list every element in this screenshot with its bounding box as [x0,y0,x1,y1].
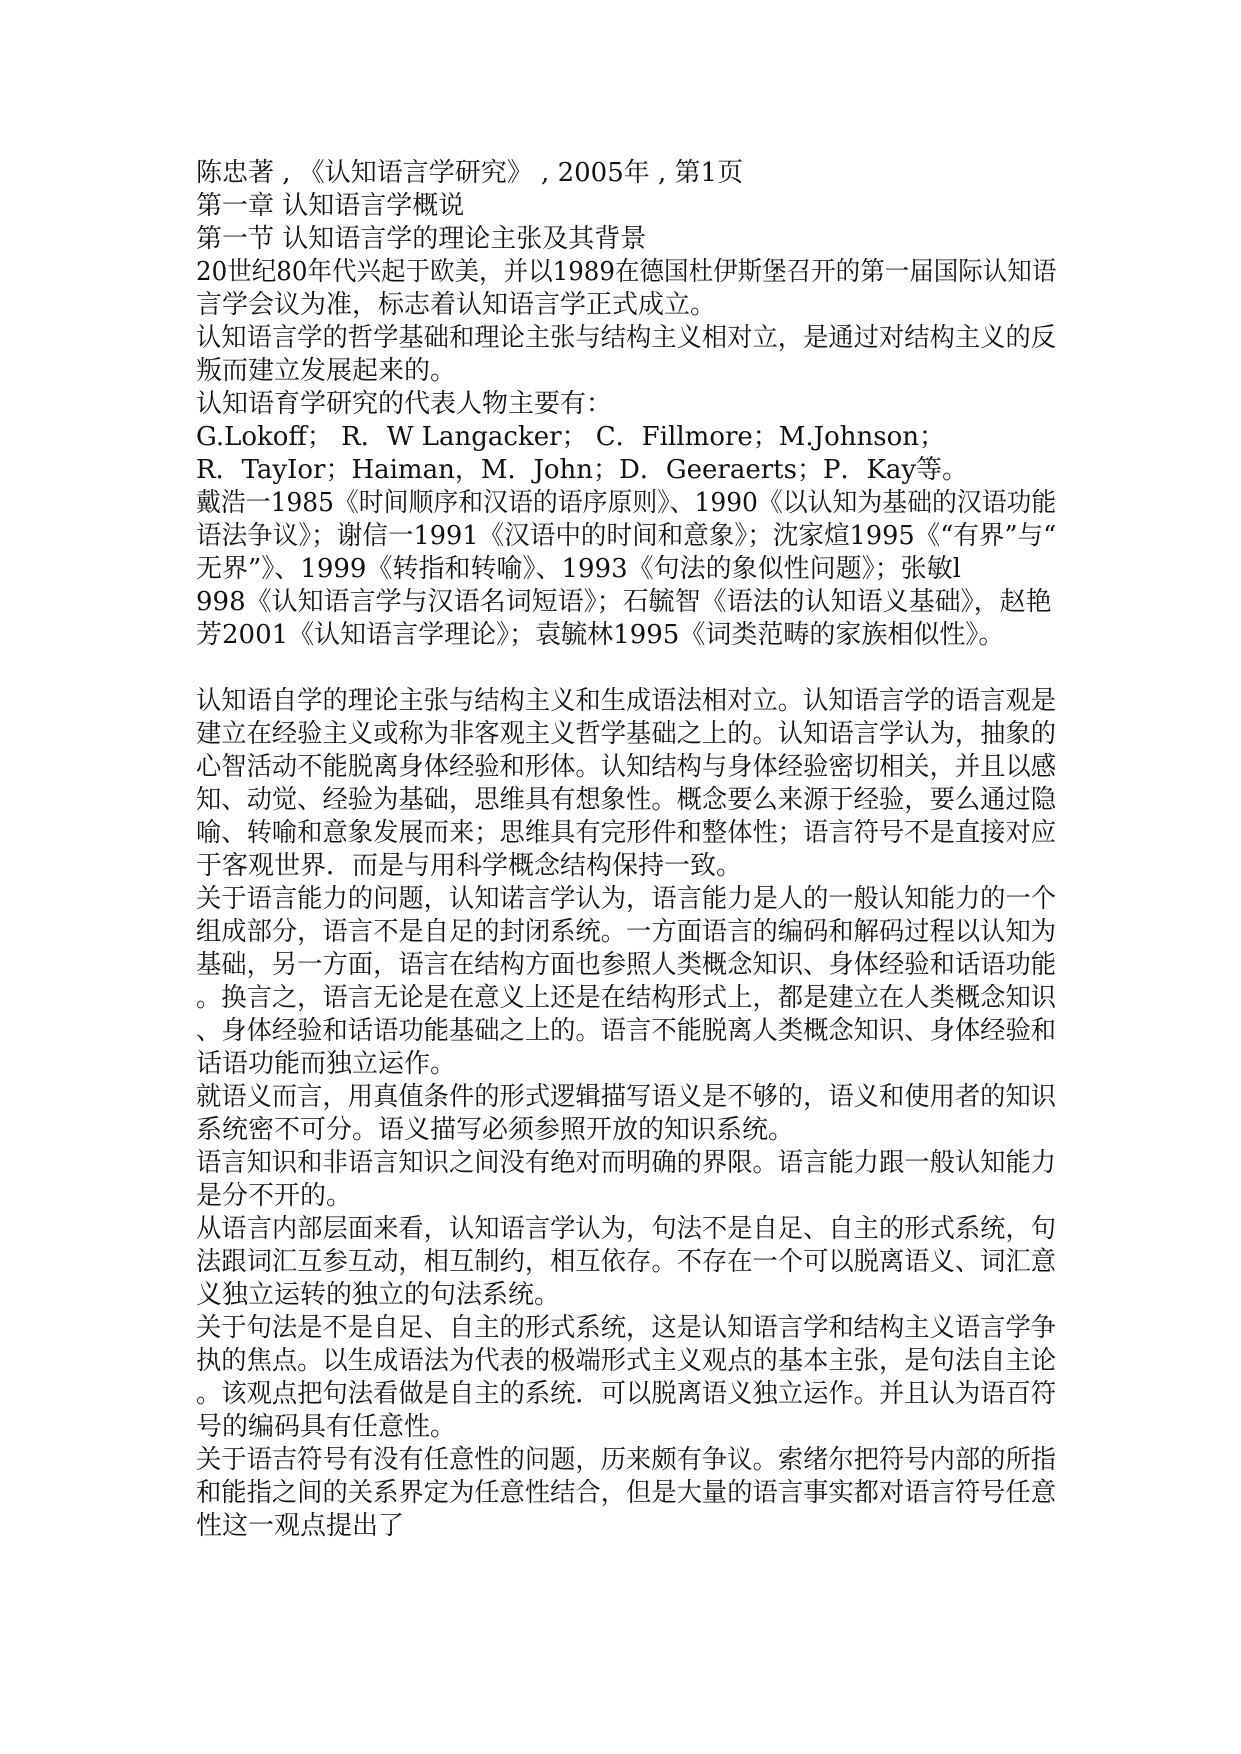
chapter-heading: 第一章 认知语言学概说 [196,191,465,221]
text-line: 关于语吉符号有没有任意性的问题，历来颇有争议。索绪尔把符号内部的所指 [196,1445,1057,1475]
text-line: 言学会议为准，标志着认知语言学正式成立。 [196,290,717,320]
text-line: 、身体经验和话语功能基础之上的。语言不能脱离人类概念知识、身体经验和 [196,1016,1057,1046]
text-line: 语法争议》；谢信一1991《汉语中的时间和意象》；沈家煊1995《“有界”与“ [196,521,1057,551]
text-line: 喻、转喻和意象发展而来；思维具有完形件和整体性；语言符号不是直接对应 [196,818,1057,848]
text-line: 于客观世界．而是与用科学概念结构保持一致。 [196,851,743,881]
text-line: 性这一观点提出了 [196,1511,405,1541]
text-line: R．TayIor；Haiman，M．John；D．Geeraerts；P．Kay等。 [196,455,969,485]
text-line: 就语义而言，用真值条件的形式逻辑描写语义是不够的，语义和使用者的知识 [196,1082,1057,1112]
text-line: 建立在经验主义或称为非客观主义哲学基础之上的。认知语言学认为，抽象的 [196,719,1057,749]
text-line: 。换言之，语言无论是在意义上还是在结构形式上，都是建立在人类概念知识 [196,983,1057,1013]
citation-line: 陈忠著 , 《认知语言学研究》 , 2005年 , 第1页 [196,158,744,188]
text-line: 。该观点把句法看做是自主的系统．可以脱离语义独立运作。并且认为语百符 [196,1379,1057,1409]
text-line: G.Lokoff； R．W Langacker； C．Fillmore；M.Johnson； [196,422,945,452]
text-line: 20世纪80年代兴起于欧美，并以1989在德国杜伊斯堡召开的第一届国际认知语 [196,257,1057,287]
blank-line [196,652,1056,685]
text-line: 芳2001《认知语言学理论》；袁毓林1995《词类范畴的家族相似性》。 [196,620,1005,650]
text-line: 法跟词汇互参互动，相互制约，相互依存。不存在一个可以脱离语义、词汇意 [196,1247,1057,1277]
text-line: 是分不开的。 [196,1181,353,1211]
text-line: 认知语育学研究的代表人物主要有： [196,389,613,419]
text-line: 和能指之间的关系界定为任意性结合，但是大量的语言事实都对语言符号任意 [196,1478,1057,1508]
text-line: 基础，另一方面，语言在结构方面也参照人类概念知识、身体经验和话语功能 [196,950,1057,980]
section-heading: 第一节 认知语言学的理论主张及其背景 [196,224,647,254]
text-line: 执的焦点。以生成语法为代表的极端形式主义观点的基本主张，是句法自主论 [196,1346,1057,1376]
text-line: 系统密不可分。语义描写必须参照开放的知识系统。 [196,1115,795,1145]
text-line: 关于句法是不是自足、自主的形式系统，这是认知语言学和结构主义语言学争 [196,1313,1057,1343]
text-line: 语言知识和非语言知识之间没有绝对而明确的界限。语言能力跟一般认知能力 [196,1148,1057,1178]
text-line: 义独立运转的独立的句法系统。 [196,1280,561,1310]
text-line: 话语功能而独立运作。 [196,1049,457,1079]
text-line: 认知语言学的哲学基础和理论主张与结构主义相对立，是通过对结构主义的反 [196,323,1057,353]
document-page [196,157,1056,1543]
text-line: 号的编码具有任意性。 [196,1412,457,1442]
text-line: 叛而建立发展起来的。 [196,356,457,386]
text-line: 998《认知语言学与汉语名词短语》；石毓智《语法的认知语义基础》，赵艳 [196,587,1052,617]
text-line: 无界”》、1999《转指和转喻》、1993《句法的象似性问题》；张敏l [196,554,961,584]
text-line: 组成部分，语言不是自足的封闭系统。一方面语言的编码和解码过程以认知为 [196,917,1057,947]
text-line: 戴浩一1985《时间顺序和汉语的语序原则》、1990《以认知为基础的汉语功能 [196,488,1057,518]
text-line: 知、动觉、经验为基础，思维具有想象性。概念要么来源于经验，要么通过隐 [196,785,1057,815]
text-line: 认知语自学的理论主张与结构主义和生成语法相对立。认知语言学的语言观是 [196,686,1057,716]
text-line: 从语言内部层面来看，认知语言学认为，句法不是自足、自主的形式系统，句 [196,1214,1057,1244]
text-line: 关于语言能力的问题，认知诺言学认为，语言能力是人的一般认知能力的一个 [196,884,1057,914]
text-line: 心智活动不能脱离身体经验和形体。认知结构与身体经验密切相关，并且以感 [196,752,1057,782]
